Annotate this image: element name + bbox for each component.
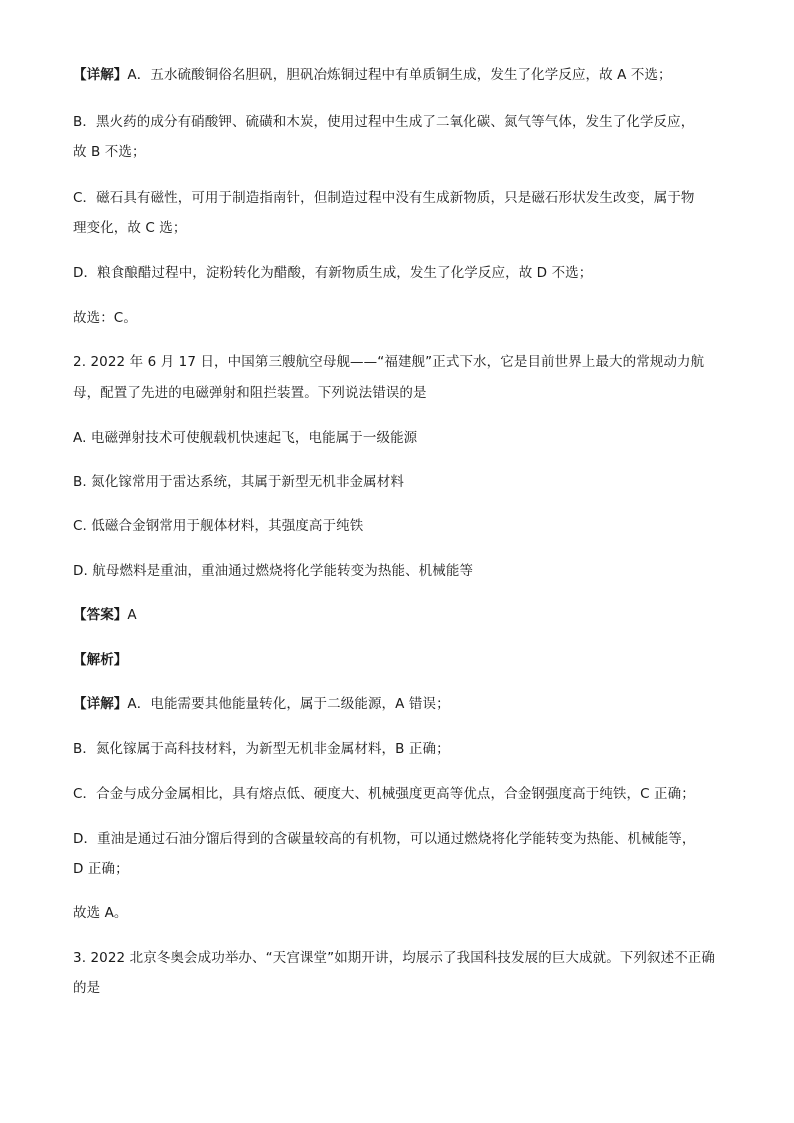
answer-line (73, 606, 723, 624)
option-b: B. 氮化镓常用于雷达系统，其属于新型无机非金属材料 (73, 474, 404, 490)
answer-value: A (127, 607, 137, 623)
detail-line-3: C．合金与成分金属相比，具有熔点低、硬度大、机械强度更高等优点，合金钢强度高于纯铁，C 正确； (73, 786, 695, 802)
detail-line-5: D 正确； (73, 861, 129, 877)
answer-tag: 【答案】 (73, 607, 128, 623)
detail-line-1 (73, 695, 723, 713)
detail-tag: 【详解】 (73, 696, 128, 712)
explanation-line-3: 故 B 不选； (73, 144, 146, 160)
line-text: A．五水硫酸铜俗名胆矾，胆矾冶炼铜过程中有单质铜生成，发生了化学反应，故 A 不选； (127, 67, 672, 83)
detail-line-4: D．重油是通过石油分馏后得到的含碳量较高的有机物，可以通过燃烧将化学能转变为热能、机械能等， (73, 831, 696, 847)
explanation-line-4: C．磁石具有磁性，可用于制造指南针，但制造过程中没有生成新物质，只是磁石形状发生改变，属于物 (73, 190, 695, 206)
question-3-stem-line-2: 的是 (73, 980, 101, 996)
analysis-tag: 【解析】 (73, 652, 128, 668)
conclusion-line: 故选：C。 (73, 310, 137, 326)
option-d: D. 航母燃料是重油，重油通过燃烧将化学能转变为热能、机械能等 (73, 563, 474, 579)
analysis-heading (73, 651, 723, 669)
line-text: A．电能需要其他能量转化，属于二级能源，A 错误； (127, 696, 450, 712)
option-a: A. 电磁弹射技术可使舰载机快速起飞，电能属于一级能源 (73, 430, 418, 446)
explanation-line-2: B．黑火药的成分有硝酸钾、硫磺和木炭，使用过程中生成了二氧化碳、氮气等气体，发生了化学反应， (73, 114, 695, 130)
question-3-stem-line-1: 3. 2022 北京冬奥会成功举办、“天宫课堂”如期开讲，均展示了我国科技发展的巨大成就。下列叙述不正确 (73, 950, 716, 966)
question-2-stem-line-2: 母，配置了先进的电磁弹射和阻拦装置。下列说法错误的是 (73, 385, 427, 401)
explanation-line-1 (73, 66, 723, 84)
option-c: C. 低磁合金钢常用于舰体材料，其强度高于纯铁 (73, 518, 364, 534)
explanation-line-6: D．粮食酿醋过程中，淀粉转化为醋酸，有新物质生成，发生了化学反应，故 D 不选； (73, 265, 593, 281)
explanation-line-5: 理变化，故 C 选； (73, 220, 187, 236)
conclusion-line: 故选 A。 (73, 905, 128, 921)
question-2-stem-line-1: 2. 2022 年 6 月 17 日，中国第三艘航空母舰——“福建舰”正式下水，它是目前世界上最大的常规动力航 (73, 354, 705, 370)
detail-tag: 【详解】 (73, 67, 128, 83)
detail-line-2: B．氮化镓属于高科技材料，为新型无机非金属材料，B 正确； (73, 741, 450, 757)
